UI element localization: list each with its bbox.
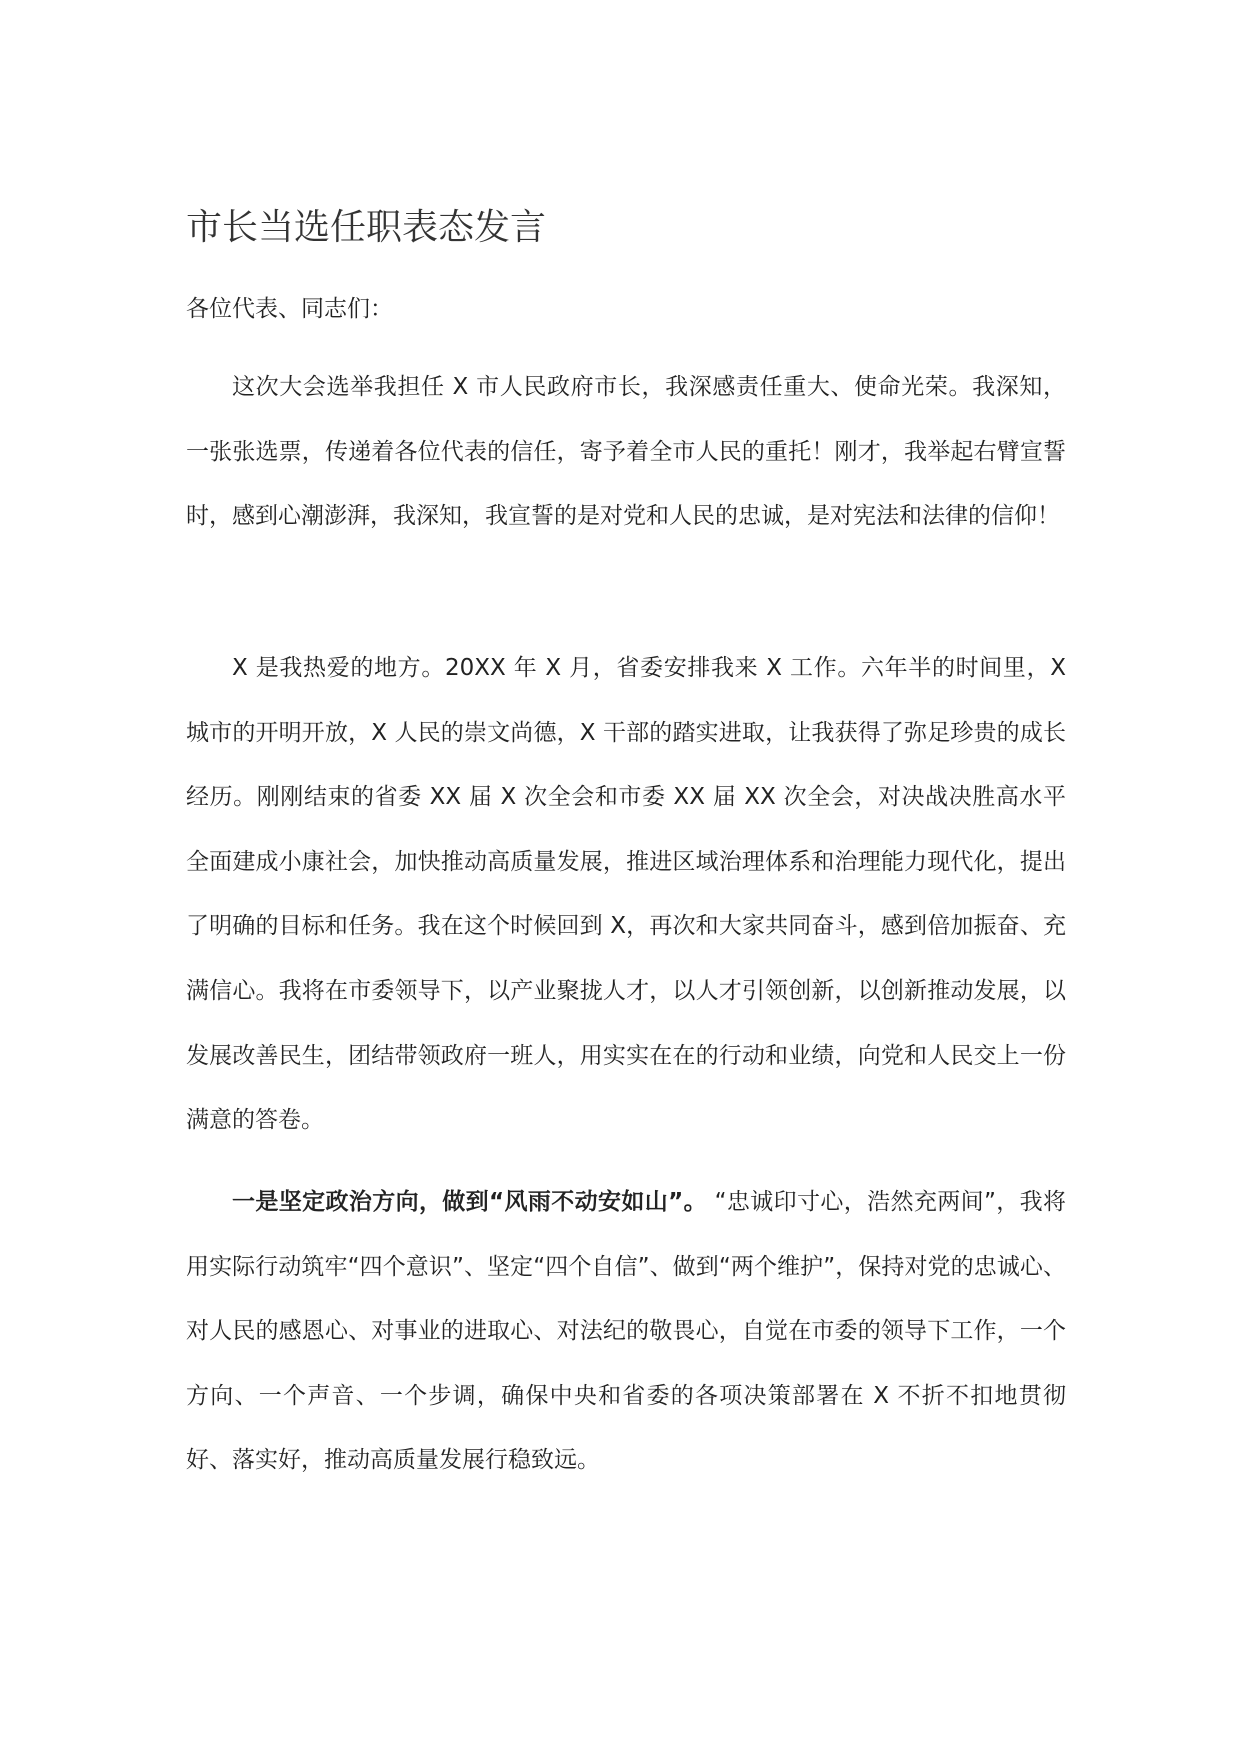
salutation: 各位代表、同志们：	[186, 296, 393, 322]
paragraph-text: 这次大会选举我担任 X 市人民政府市长，我深感责任重大、使命光荣。我深知，一张张选票，传递着各位代表的信任，寄予着全市人民的重托！刚才，我举起右臂宣誓时，感到心潮澎湃，我深知，我宣誓的是对党和人民的忠诚，是对宪法和法律的信仰！	[186, 374, 1066, 530]
paragraph-lead-heading: 一是坚定政治方向，做到“风雨不动安如山”。	[232, 1189, 707, 1215]
paragraph-text	[186, 1170, 1066, 1493]
paragraph-2	[186, 636, 1066, 1153]
paragraph-body: “忠诚印寸心，浩然充两间”，我将用实际行动筑牢“四个意识”、坚定“四个自信”、做到“两个维护”，保持对党的忠诚心、对人民的感恩心、对事业的进取心、对法纪的敬畏心，自觉在市委的领导下工作，一个方向、一个声音、一个步调，确保中央和省委的各项决策部署在 X 不折不扣地贯彻好、落实好，推动高质量发展行稳致远。	[186, 1189, 1066, 1474]
document-title: 市长当选任职表态发言	[186, 207, 547, 248]
paragraph-3	[186, 1170, 1066, 1493]
paragraph-text: X 是我热爱的地方。20XX 年 X 月，省委安排我来 X 工作。六年半的时间里，X 城市的开明开放，X 人民的崇文尚德，X 干部的踏实进取，让我获得了弥足珍贵的成长经历。刚刚结束的省委 XX 届 X 次全会和市委 XX 届 XX 次全会，对决战决胜高水平全面建成小康社会，加快推动高质量发展，推进区域治理体系和治理能力现代化，提出了明确的目标和任务。我在这个时候回到 X，再次和大家共同奋斗，感到倍加振奋、充满信心。我将在市委领导下，以产业聚拢人才，以人才引领创新，以创新推动发展，以发展改善民生，团结带领政府一班人，用实实在在的行动和业绩，向党和人民交上一份满意的答卷。	[186, 655, 1066, 1134]
paragraph-1	[186, 355, 1066, 549]
